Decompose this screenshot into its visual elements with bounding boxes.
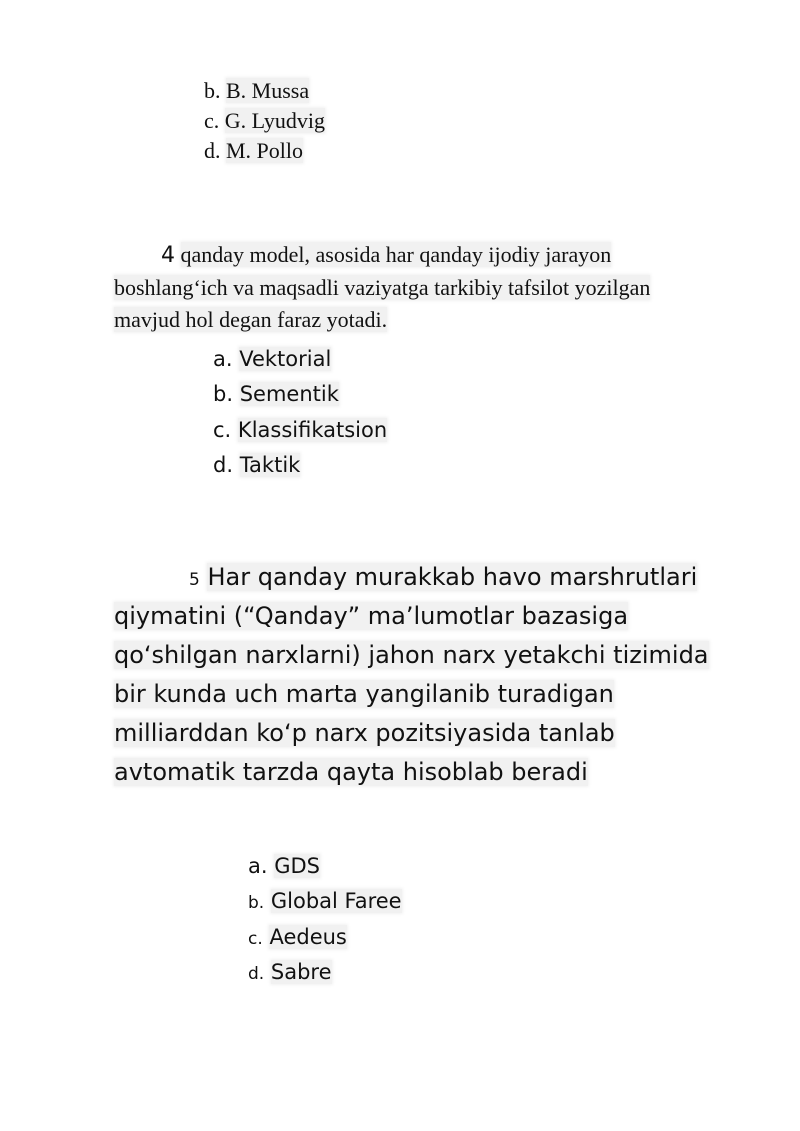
- q4-line-3: [114, 305, 387, 335]
- option-marker: d.: [213, 453, 234, 477]
- q3-option-d: [204, 136, 303, 166]
- option-text: Global Faree: [270, 889, 402, 913]
- question-number: 4: [161, 243, 175, 268]
- option-marker: d.: [248, 964, 265, 984]
- option-text: Sementik: [239, 382, 339, 406]
- option-text: B. Mussa: [226, 78, 310, 103]
- q5-option-a: [248, 849, 320, 884]
- q4-option-a: [213, 342, 331, 377]
- question-text: qanday model, asosida har qanday ijodiy jarayon: [180, 242, 612, 267]
- q3-option-b: [204, 76, 309, 106]
- option-text: Vektorial: [239, 347, 332, 371]
- option-text: Klassifikatsion: [237, 418, 388, 442]
- question-text: bir kunda uch marta yangilanib turadigan: [114, 680, 614, 708]
- q5-line-1: [189, 558, 697, 600]
- question-text: milliarddan ko‘p narx pozitsiyasida tanlab: [114, 719, 615, 747]
- option-text: G. Lyudvig: [224, 108, 325, 133]
- question-text: boshlang‘ich va maqsadli vaziyatga tarkibiy tafsilot yozilgan: [114, 275, 651, 300]
- q5-line-4: [114, 675, 614, 714]
- option-marker: b.: [213, 382, 234, 406]
- q5-option-c: [248, 920, 347, 957]
- q5-line-6: [114, 753, 588, 792]
- q3-option-c: [204, 106, 325, 136]
- q5-line-2: [114, 597, 628, 636]
- question-text: mavjud hol degan faraz yotadi.: [114, 307, 388, 332]
- option-text: M. Pollo: [226, 138, 304, 163]
- option-text: Sabre: [270, 960, 332, 984]
- q4-option-d: [213, 448, 300, 483]
- q5-option-d: [248, 955, 332, 992]
- question-text: avtomatik tarzda qayta hisoblab beradi: [114, 758, 588, 786]
- q4-line-1: [161, 240, 611, 271]
- q4-option-b: [213, 377, 339, 412]
- q5-option-b: [248, 884, 402, 921]
- option-marker: d.: [204, 138, 221, 163]
- option-text: Taktik: [239, 453, 301, 477]
- option-text: Aedeus: [269, 925, 347, 949]
- option-marker: c.: [213, 418, 232, 442]
- q5-line-5: [114, 714, 615, 753]
- question-text: Har qanday murakkab havo marshrutlari: [207, 563, 698, 591]
- option-marker: a.: [248, 854, 268, 878]
- question-text: qiymatini (“Qanday” ma’lumotlar bazasiga: [114, 602, 629, 630]
- option-marker: b.: [248, 893, 265, 913]
- option-text: GDS: [274, 854, 321, 878]
- q4-option-c: [213, 413, 387, 448]
- question-text: qo‘shilgan narxlarni) jahon narx yetakchi tizimida: [114, 641, 709, 669]
- q4-line-2: [114, 273, 650, 303]
- option-marker: c.: [204, 108, 220, 133]
- q5-line-3: [114, 636, 709, 675]
- option-marker: c.: [248, 929, 263, 949]
- question-number: 5: [189, 570, 200, 590]
- option-marker: a.: [213, 347, 233, 371]
- option-marker: b.: [204, 78, 221, 103]
